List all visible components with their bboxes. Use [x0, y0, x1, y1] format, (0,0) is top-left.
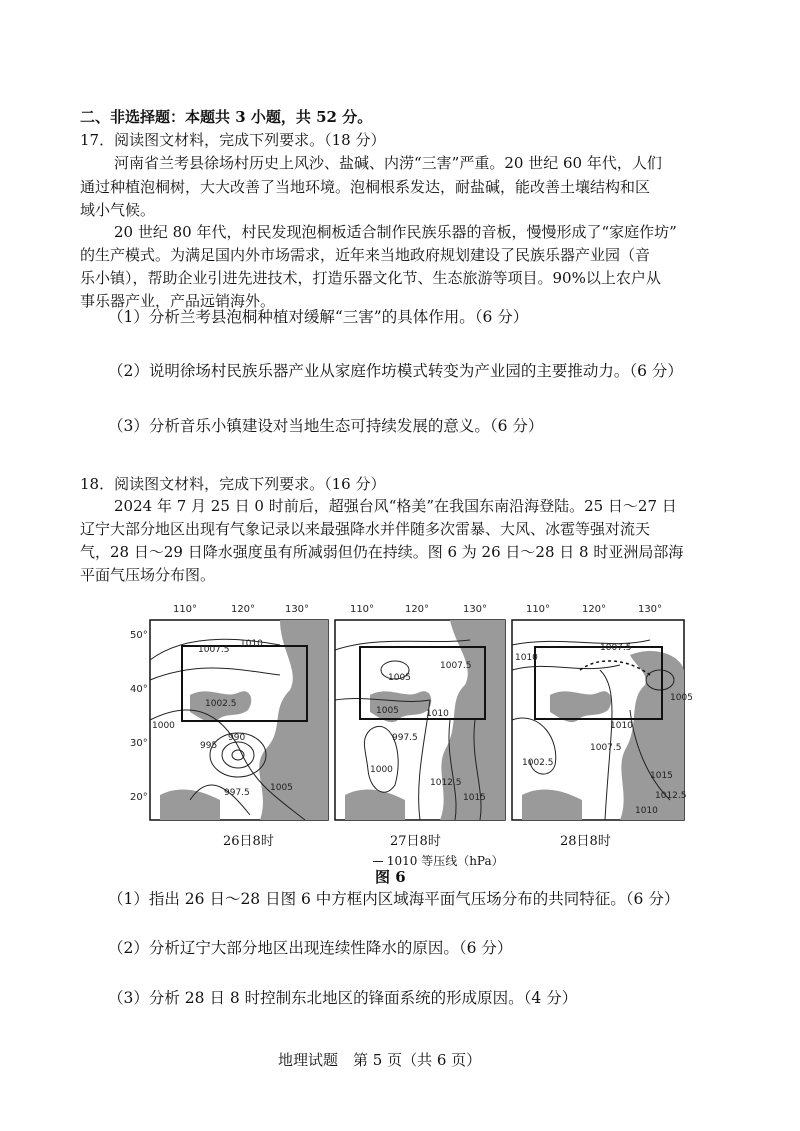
lat-label: 20°	[130, 792, 148, 803]
svg-text:1010: 1010	[515, 653, 538, 663]
svg-text:1015: 1015	[463, 793, 486, 803]
map-label-28: 28日8时	[560, 834, 611, 849]
svg-text:1000: 1000	[152, 721, 175, 731]
question-18-title: 18．阅读图文材料，完成下列要求。（16 分）	[80, 475, 386, 493]
lon-label: 110°	[172, 604, 198, 615]
q18-material-line: 平面气压场分布图。	[80, 566, 216, 584]
q17-material-line: 的生产模式。为满足国内外市场需求，近年来当地政府规划建设了民族乐器产业园（音	[80, 246, 651, 264]
svg-text:1005: 1005	[670, 693, 693, 703]
lon-label: 120°	[404, 604, 430, 615]
svg-text:1010: 1010	[635, 806, 658, 816]
legend-text: 等压线（hPa）	[421, 854, 504, 868]
page-footer: 地理试题 第 5 页（共 6 页）	[278, 1051, 482, 1069]
svg-text:1012.5: 1012.5	[430, 778, 462, 788]
lon-label: 120°	[581, 604, 607, 615]
q17-material-line: 20 世纪 80 年代，村民发现泡桐板适合制作民族乐器的音板，慢慢形成了“家庭作坊”	[114, 223, 677, 241]
lat-label: 30°	[130, 738, 148, 749]
lon-label: 120°	[230, 604, 256, 615]
lat-label: 40°	[130, 684, 148, 695]
map-label-26: 26日8时	[223, 834, 274, 849]
map-panel-28	[512, 620, 693, 820]
q18-material-line: 2024 年 7 月 25 日 0 时前后，超强台风“格美”在我国东南沿海登陆。25 日～27 日	[114, 497, 677, 515]
legend-line-icon	[373, 861, 383, 862]
question-17-title: 17．阅读图文材料，完成下列要求。（18 分）	[80, 131, 386, 149]
lon-label: 130°	[637, 604, 663, 615]
q18-material-line: 辽宁大部分地区出现有气象记录以来最强降水并伴随多次雷暴、大风、冰雹等强对流天	[80, 520, 651, 538]
svg-text:1000: 1000	[370, 765, 393, 775]
svg-text:1012.5: 1012.5	[655, 791, 687, 801]
map-panel-27	[335, 620, 505, 820]
q17-material-line: 河南省兰考县徐场村历史上风沙、盐碱、内涝“三害”严重。20 世纪 60 年代，人们	[114, 154, 662, 172]
lon-label: 110°	[525, 604, 551, 615]
svg-text:1007.5: 1007.5	[590, 743, 622, 753]
svg-text:1007.5: 1007.5	[198, 645, 230, 655]
map-label-27: 27日8时	[390, 834, 441, 849]
map-panel-26	[150, 620, 328, 820]
svg-text:1005: 1005	[388, 673, 411, 683]
q17-subquestion-3: （3）分析音乐小镇建设对当地生态可持续发展的意义。（6 分）	[108, 417, 544, 435]
svg-text:990: 990	[228, 733, 246, 743]
legend-isobar-value: 1010	[386, 854, 418, 868]
figure-6-maps	[130, 600, 693, 830]
svg-text:1007.5: 1007.5	[600, 643, 632, 653]
q18-subquestion-1: （1）指出 26 日～28 日图 6 中方框内区域海平面气压场分布的共同特征。（6 分）	[108, 890, 680, 908]
q17-material-line: 通过种植泡桐树，大大改善了当地环境。泡桐根系发达，耐盐碱，能改善土壤结构和区	[80, 178, 651, 196]
q18-subquestion-3: （3）分析 28 日 8 时控制东北地区的锋面系统的形成原因。（4 分）	[108, 989, 578, 1007]
q17-material-line: 事乐器产业，产品远销海外。	[80, 292, 276, 310]
q17-material-line: 乐小镇），帮助企业引进先进技术，打造乐器文化节、生态旅游等项目。90%以上农户从	[80, 269, 661, 287]
svg-text:997.5: 997.5	[224, 788, 250, 798]
svg-text:1005: 1005	[270, 783, 293, 793]
svg-text:1010: 1010	[426, 709, 449, 719]
svg-text:997.5: 997.5	[392, 733, 418, 743]
q17-subquestion-2: （2）说明徐场村民族乐器产业从家庭作坊模式转变为产业园的主要推动力。（6 分）	[108, 362, 683, 380]
section-heading: 二、非选择题：本题共 3 小题，共 52 分。	[80, 108, 373, 126]
lon-label: 110°	[349, 604, 375, 615]
lat-label: 50°	[130, 630, 148, 641]
svg-text:1002.5: 1002.5	[522, 758, 554, 768]
q18-material-line: 气，28 日～29 日降水强度虽有所减弱但仍在持续。图 6 为 26 日～28 日 8 时亚洲局部海	[80, 543, 684, 561]
q17-material-line: 域小气候。	[80, 201, 156, 219]
svg-text:1010: 1010	[240, 639, 263, 649]
svg-text:1005: 1005	[376, 706, 399, 716]
q17-subquestion-1: （1）分析兰考县泡桐种植对缓解“三害”的具体作用。（6 分）	[108, 308, 529, 326]
svg-text:1002.5: 1002.5	[205, 699, 237, 709]
svg-text:995: 995	[200, 741, 218, 751]
figure-caption: 图 6	[375, 868, 406, 886]
svg-text:1010: 1010	[610, 721, 633, 731]
lon-label: 130°	[284, 604, 310, 615]
svg-text:1007.5: 1007.5	[440, 661, 472, 671]
pressure-maps-svg	[130, 600, 693, 830]
q18-subquestion-2: （2）分析辽宁大部分地区出现连续性降水的原因。（6 分）	[108, 939, 513, 957]
lon-label: 130°	[462, 604, 488, 615]
svg-text:1015: 1015	[650, 771, 673, 781]
